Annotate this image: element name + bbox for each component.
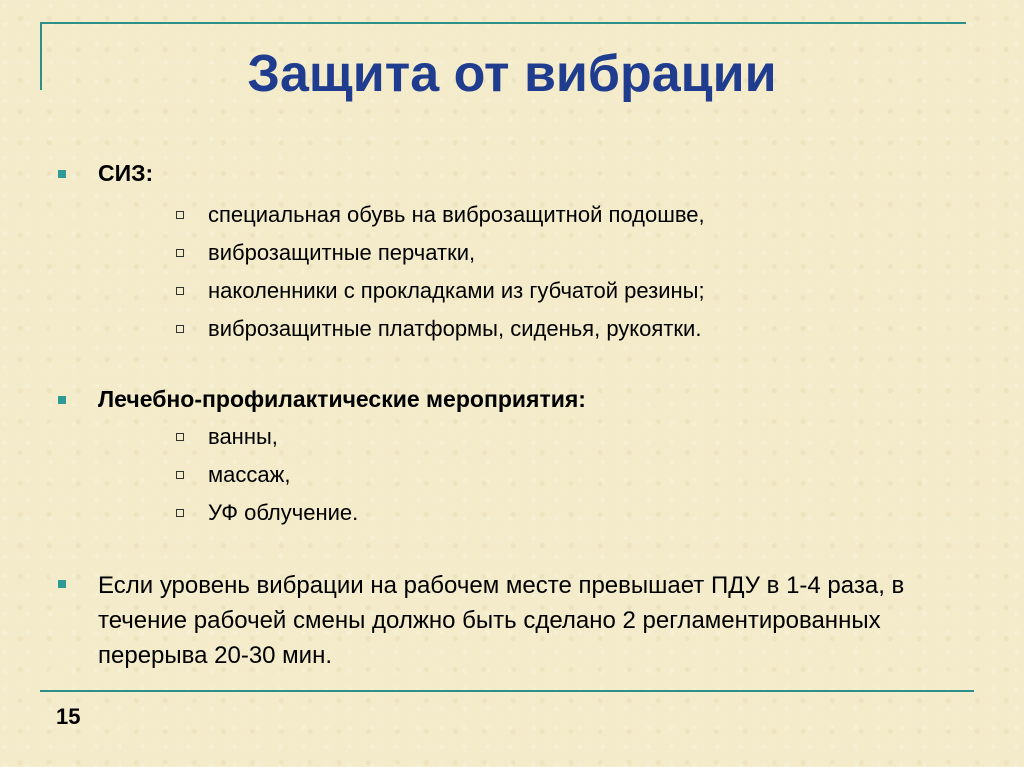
top-border-line [40,22,966,24]
list-item [176,494,984,532]
bullet-row-treatment [58,384,984,414]
section-breaks [58,568,964,673]
list-item-text: специальная обувь на виброзащитной подошве, [208,202,705,227]
hollow-square-bullet-icon [176,211,184,219]
list-item [176,272,984,310]
hollow-square-bullet-icon [176,509,184,517]
list-item-text: наколенники с прокладками из губчатой резины; [208,278,705,303]
list-item [176,234,984,272]
square-bullet-icon [58,396,66,404]
list-item [176,310,984,348]
page-number: 15 [56,704,81,729]
square-bullet-icon [58,580,66,588]
section-heading-ppe: СИЗ: [98,160,154,186]
bottom-border-line [40,690,974,692]
hollow-square-bullet-icon [176,471,184,479]
bullet-row-breaks [58,568,964,673]
hollow-square-bullet-icon [176,287,184,295]
section-treatment [58,384,984,532]
square-bullet-icon [58,170,66,178]
section-ppe [58,158,984,348]
list-item-text: виброзащитные платформы, сиденья, рукоятки. [208,316,702,341]
list-ppe-items [58,196,984,348]
list-item [176,456,984,494]
hollow-square-bullet-icon [176,249,184,257]
list-item-text: УФ облучение. [208,500,359,525]
breaks-paragraph: Если уровень вибрации на рабочем месте превышает ПДУ в 1-4 раза, в течение рабочей смены должно быть сделано 2 регламентированных перерыва 20-30 мин. [98,572,905,669]
list-item [176,418,984,456]
hollow-square-bullet-icon [176,325,184,333]
list-treatment-items [58,418,984,532]
slide-title: Защита от вибрации [247,45,777,103]
list-item-text: массаж, [208,462,291,487]
section-heading-treatment: Лечебно-профилактические мероприятия: [98,386,586,412]
bullet-row-ppe [58,158,984,188]
list-item [176,196,984,234]
list-item-text: ванны, [208,424,278,449]
list-item-text: виброзащитные перчатки, [208,240,476,265]
hollow-square-bullet-icon [176,433,184,441]
